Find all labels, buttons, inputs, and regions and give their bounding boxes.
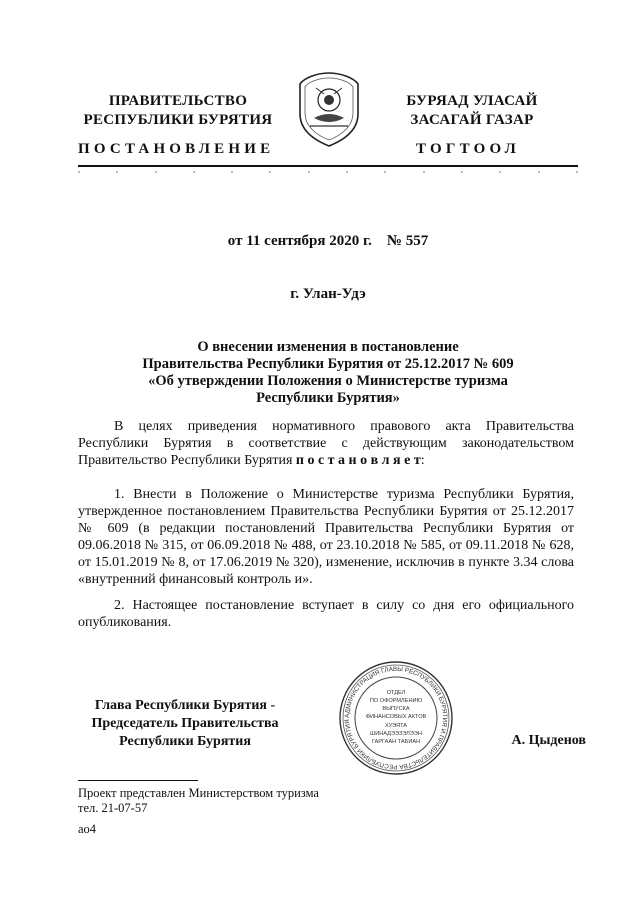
official-stamp [338, 660, 454, 776]
date-and-number: от 11 сентября 2020 г. № 557 [227, 233, 429, 249]
footer-phone: тел. 21-07-57 [78, 801, 148, 815]
stamp-inner-line: ВЫПУСКА [382, 706, 410, 712]
item-2-paragraph: 2. Настоящее постановление вступает в силу со дня его официального опубликования. [78, 598, 574, 630]
document-title [78, 339, 578, 407]
header-dotted-divider [78, 169, 578, 175]
footer-divider [78, 780, 198, 781]
coat-of-arms-emblem [296, 70, 362, 148]
stamp-inner-line: ГАРГААН ТАБИАН [371, 739, 421, 745]
signatory-position [78, 697, 292, 751]
title-line: О внесении изменения в постановление [197, 339, 459, 355]
header-divider [78, 165, 578, 167]
city: г. Улан-Удэ [290, 286, 366, 302]
stamp-ring-text: АДМИНИСТРАЦИЯ ГЛАВЫ РЕСПУБЛИКИ БУРЯТИЯ И ПРАВИТЕЛЬСТВА РЕСПУБЛИКИ БУРЯТИЯ [343, 665, 449, 771]
header-left [78, 92, 278, 130]
preamble-decree-word: п о с т а н о в л я е т [295, 453, 421, 468]
position-line: Республики Бурятия [119, 734, 251, 749]
stamp-inner-line: ПО ОФОРМЛЕНИЮ [369, 698, 423, 704]
footer-code: ао4 [78, 822, 97, 836]
preamble-text: В целях приведения нормативного правового акта Правительства Республики Бурятия в соответствие с действующим законодательством Правительство Республики Бурятия [78, 419, 574, 468]
title-line: «Об утверждении Положения о Министерстве туризма [148, 373, 508, 389]
header-right [372, 92, 572, 130]
preamble-colon: : [420, 453, 425, 468]
title-line: Правительства Республики Бурятия от 25.12.2017 № 609 [142, 356, 514, 372]
footer-prepared-by: Проект представлен Министерством туризма [78, 786, 319, 800]
position-line: Глава Республики Бурятия - [94, 698, 276, 713]
footer-note [78, 786, 398, 816]
stamp-inner-line: ОТДЕЛ [386, 690, 406, 696]
org-name-bua-line1: БУРЯАД УЛАСАЙ [406, 93, 538, 109]
item-1-paragraph: 1. Внести в Положение о Министерстве туризма Республики Бурятия, утвержденное постановлением Правительства Республики Бурятия от 25.12.2017 № 609 (в редакции постановлений Правительства Республики Бурятия от 09.06.2018 № 315, от 06.09.2018 № 488, от 23.10.2018 № 585, от 09.11.2018 № 628, от 15.01.2019 № 8, от 17.06.2019 № 320), изменение, исключив в пункте 3.34 слова «внутренний финансовый контроль и». [78, 487, 574, 587]
doc-type-ru: ПОСТАНОВЛЕНИЕ [78, 141, 275, 157]
doc-type-bua: ТОГТООЛ [416, 141, 520, 157]
stamp-inner-line: ХУЭЯТА [384, 723, 408, 729]
title-line: Республики Бурятия» [256, 390, 400, 406]
position-line: Председатель Правительства [91, 716, 279, 731]
org-name-bua-line2: ЗАСАГАЙ ГАЗАР [410, 112, 534, 128]
org-name-ru-line2: РЕСПУБЛИКИ БУРЯТИЯ [83, 112, 273, 128]
signatory-name: А. Цыденов [511, 733, 586, 748]
preamble-paragraph [78, 418, 574, 469]
stamp-inner-line: ШИНАДЭЭЗЭЛЭЭН [370, 731, 422, 737]
org-name-ru-line1: ПРАВИТЕЛЬСТВО [108, 93, 248, 109]
stamp-inner-line: ФИНАНСОВЫХ АКТОВ [365, 714, 427, 720]
